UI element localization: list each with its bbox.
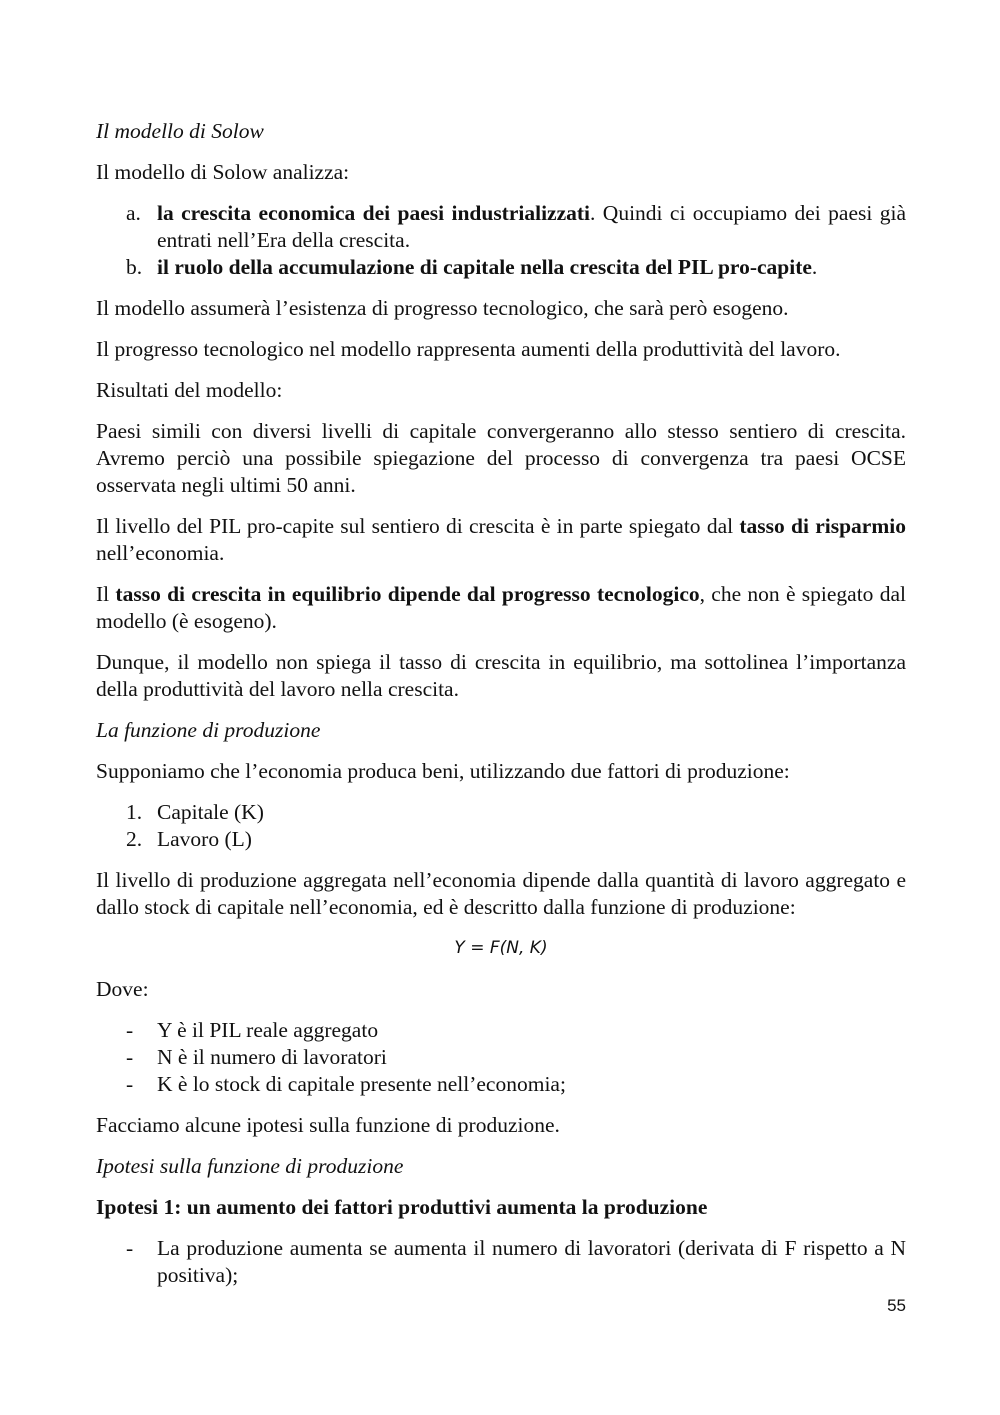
paragraph-aggregate: Il livello di produzione aggregata nell’economia dipende dalla quantità di lavoro aggregato e dallo stock di capitale nell’economia, ed è descritto dalla funzione di produzione: bbox=[96, 868, 906, 919]
list-item-text: Capitale (K) bbox=[157, 800, 264, 824]
list-item bbox=[96, 799, 906, 826]
paragraph-hypotheses: Facciamo alcune ipotesi sulla funzione di produzione. bbox=[96, 1113, 560, 1137]
paragraph-where: Dove: bbox=[96, 977, 149, 1001]
list-hypothesis-1 bbox=[96, 1235, 906, 1289]
production-function-formula: Y = F(N, K) bbox=[454, 938, 548, 958]
paragraph-progress-productivity: Il progresso tecnologico nel modello rappresenta aumenti della produttività del lavoro. bbox=[96, 337, 841, 361]
bold-run: tasso di risparmio bbox=[739, 514, 906, 538]
list-item bbox=[96, 1071, 906, 1098]
list-marker: a. bbox=[126, 201, 141, 225]
list-item bbox=[96, 200, 906, 254]
paragraph-therefore: Dunque, il modello non spiega il tasso di crescita in equilibrio, ma sottolinea l’importanza della produttività del lavoro nella crescita. bbox=[96, 650, 906, 701]
list-item bbox=[96, 1017, 906, 1044]
paragraph-growth-rate bbox=[96, 581, 906, 635]
paragraph-pil-level bbox=[96, 513, 906, 567]
section-heading-production: La funzione di produzione bbox=[96, 718, 321, 742]
paragraph-suppose: Supponiamo che l’economia produca beni, utilizzando due fattori di produzione: bbox=[96, 759, 790, 783]
list-solow-topics bbox=[96, 200, 906, 281]
list-item bbox=[96, 1044, 906, 1071]
list-item bbox=[96, 826, 906, 853]
list-marker: - bbox=[126, 1236, 134, 1260]
section-heading-hypotheses: Ipotesi sulla funzione di produzione bbox=[96, 1154, 404, 1178]
list-item-text: La produzione aumenta se aumenta il numero di lavoratori (derivata di F rispetto a N positiva); bbox=[157, 1236, 906, 1287]
list-item-bold: la crescita economica dei paesi industrializzati bbox=[157, 201, 591, 225]
list-item bbox=[96, 254, 906, 281]
hypothesis-1-heading: Ipotesi 1: un aumento dei fattori produttivi aumenta la produzione bbox=[96, 1195, 708, 1219]
paragraph-convergence: Paesi simili con diversi livelli di capitale convergeranno allo stesso sentiero di crescita. Avremo perciò una possibile spiegazione del processo di convergenza tra paesi OCSE osservata negli ultimi 50 anni. bbox=[96, 419, 906, 497]
text-run: nell’economia. bbox=[96, 541, 225, 565]
text-run: , che non è spiegato dal modello (è esogeno). bbox=[96, 582, 906, 633]
list-marker: - bbox=[126, 1018, 134, 1042]
list-item-bold: il ruolo della accumulazione di capitale nella crescita del PIL pro-capite bbox=[157, 255, 812, 279]
list-marker: - bbox=[126, 1045, 134, 1069]
list-definitions bbox=[96, 1017, 906, 1098]
list-item-text: Lavoro (L) bbox=[157, 827, 252, 851]
list-marker: - bbox=[126, 1072, 134, 1096]
paragraph-results: Risultati del modello: bbox=[96, 378, 283, 402]
list-marker: 1. bbox=[126, 800, 143, 824]
page-number: 55 bbox=[887, 1296, 906, 1315]
text-run: Il bbox=[96, 582, 116, 606]
paragraph-progress-exogenous: Il modello assumerà l’esistenza di progresso tecnologico, che sarà però esogeno. bbox=[96, 296, 789, 320]
bold-run: tasso di crescita in equilibrio dipende dal progresso tecnologico bbox=[115, 582, 700, 606]
list-item-text: . Quindi ci occupiamo dei paesi già entrati nell’Era della crescita. bbox=[157, 201, 906, 252]
list-marker: 2. bbox=[126, 827, 143, 851]
list-item-text: N è il numero di lavoratori bbox=[157, 1045, 387, 1069]
list-item-text: K è lo stock di capitale presente nell’economia; bbox=[157, 1072, 566, 1096]
document-page bbox=[96, 118, 906, 1303]
section-heading-solow: Il modello di Solow bbox=[96, 119, 264, 143]
list-item bbox=[96, 1235, 906, 1289]
paragraph-solow-intro: Il modello di Solow analizza: bbox=[96, 160, 350, 184]
list-marker: b. bbox=[126, 255, 143, 279]
list-item-text: Y è il PIL reale aggregato bbox=[157, 1018, 379, 1042]
text-run: Il livello del PIL pro-capite sul sentiero di crescita è in parte spiegato dal bbox=[96, 514, 740, 538]
list-item-text: . bbox=[811, 255, 818, 279]
list-factors bbox=[96, 799, 906, 853]
